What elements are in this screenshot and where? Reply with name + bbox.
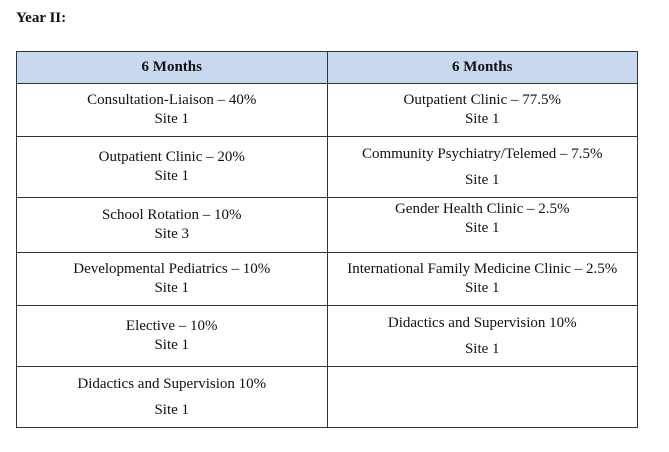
rotation-site: Site 1	[154, 337, 190, 353]
rotation-site: Site 1	[154, 111, 190, 127]
rotation-name: Consultation-Liaison – 40%	[87, 92, 257, 108]
table-row	[17, 198, 638, 253]
column-header-left: 6 Months	[17, 52, 328, 84]
rotation-name: Didactics and Supervision 10%	[77, 375, 267, 392]
rotation-table	[16, 51, 638, 428]
rotation-name: School Rotation – 10%	[101, 207, 242, 223]
rotation-site: Site 1	[464, 280, 500, 296]
table-header-row	[17, 52, 638, 84]
rotation-site: Site 1	[154, 401, 190, 418]
rotation-name: Elective – 10%	[125, 318, 218, 334]
section-title: Year II:	[16, 10, 67, 26]
table-cell	[327, 253, 638, 306]
rotation-name: Community Psychiatry/Telemed – 7.5%	[361, 145, 603, 162]
rotation-site: Site 1	[154, 280, 190, 296]
rotation-site: Site 1	[464, 340, 500, 357]
table-cell	[17, 306, 328, 367]
table-row	[17, 367, 638, 428]
table-cell-empty	[327, 367, 638, 428]
table-row	[17, 137, 638, 198]
table-cell	[17, 84, 328, 137]
table-cell	[327, 137, 638, 198]
rotation-name: Outpatient Clinic – 77.5%	[403, 92, 561, 108]
table-row	[17, 306, 638, 367]
table-row	[17, 253, 638, 306]
table-cell	[327, 198, 638, 253]
rotation-site: Site 1	[464, 171, 500, 188]
rotation-name: Gender Health Clinic – 2.5%	[394, 201, 570, 217]
column-header-right: 6 Months	[327, 52, 638, 84]
table-cell	[17, 367, 328, 428]
table-cell	[327, 84, 638, 137]
table-cell	[17, 198, 328, 253]
table-row	[17, 84, 638, 137]
table-cell	[327, 306, 638, 367]
rotation-name: International Family Medicine Clinic – 2.5%	[347, 261, 618, 277]
rotation-site: Site 3	[154, 226, 190, 242]
table-cell	[17, 137, 328, 198]
rotation-site: Site 1	[154, 168, 190, 184]
rotation-name: Didactics and Supervision 10%	[387, 314, 577, 331]
rotation-site: Site 1	[464, 111, 500, 127]
rotation-name: Developmental Pediatrics – 10%	[73, 261, 271, 277]
rotation-site: Site 1	[464, 220, 500, 236]
rotation-name: Outpatient Clinic – 20%	[98, 149, 245, 165]
table-cell	[17, 253, 328, 306]
